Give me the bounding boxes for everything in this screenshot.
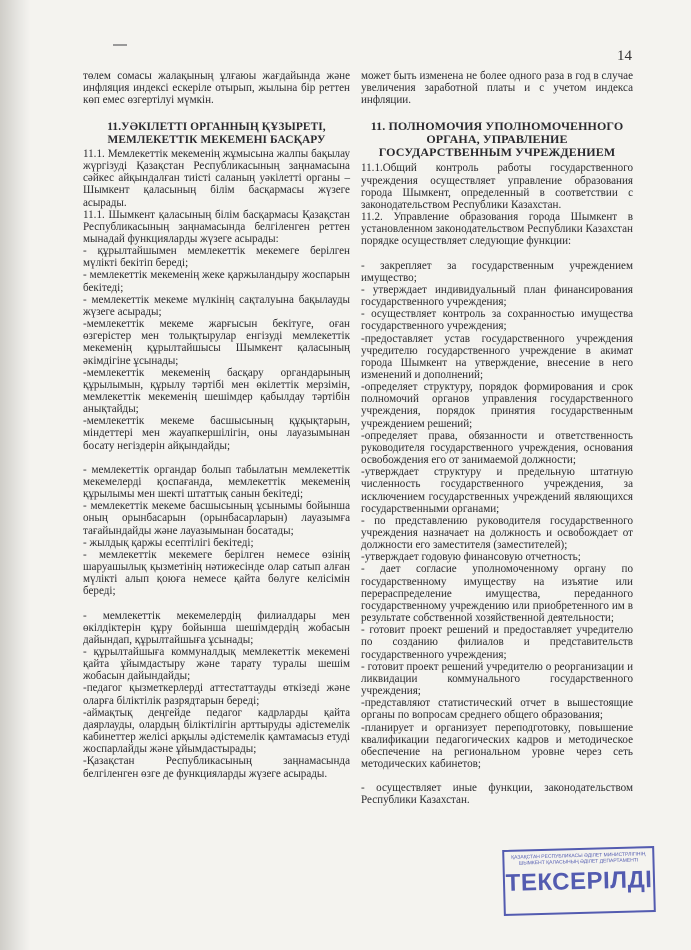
verification-stamp: [502, 846, 656, 916]
kazakh-paragraphs: [83, 148, 350, 780]
russian-paragraph: 11.2. Управление образования города Шымкент в установленном законодательством Республики Казахстан порядке осуществляет следующие функции:: [361, 211, 633, 248]
russian-paragraph: -определяет права, обязанности и ответственность руководителя государственного учреждения, основания освобождения его от занимаемой должности;: [361, 429, 633, 467]
russian-paragraph: -представляют статистический отчет в вышестоящие органы по вопросам среднего общего образования;: [361, 697, 633, 722]
russian-paragraph: - утверждает индивидуальный план финансирования государственного учреждения;: [361, 283, 633, 309]
russian-paragraph: -утверждает структуру и предельную штатную численность государственного учреждения, за исключением государственных учреждений являющихся государственными органами;: [361, 466, 633, 515]
russian-paragraph: - готовит проект решений учредителю о реорганизации и ликвидации коммунального государственного учреждения;: [361, 660, 633, 698]
blank-line: [83, 598, 350, 610]
kazakh-paragraph: - мемлекеттік мекеменің жеке қаржыландыру жоспарын бекітеді;: [83, 269, 350, 294]
blank-line: [83, 452, 350, 464]
russian-paragraph: - готовит проект решений и предоставляет учредителю по созданию филиалов и представительств государственного учреждения;: [361, 624, 633, 661]
kazakh-paragraph: -мемлекеттік мекеме жарғысын бекітуге, оған өзгерістер мен толықтырулар енгізуді мемлекеттік мекеменің құрылтайшысы Шымкент қаласының әкімдігіне ұсынады;: [83, 318, 350, 367]
kazakh-paragraph: - мемлекеттік мекеме мүлкінің сақталуына бақылауды жүзеге асырады;: [83, 293, 350, 318]
kazakh-paragraph: - мемлекеттік мекемелердің филиалдары мен өкілдіктерін құру бойынша шешімдердің жобасын дайындап, құрылтайшыға ұсынады;: [83, 609, 350, 646]
russian-paragraph: -определяет структуру, порядок формирования и срок полномочий органов управления государственного учреждения, порядок принятия государственным учреждением решений;: [361, 381, 633, 430]
stamp-header: ҚАЗАҚСТАН РЕСПУБЛИКАСЫ ӘДІЛЕТ МИНИСТРЛІГІНІҢ ШЫМКЕНТ ҚАЛАСЫНЫҢ ӘДІЛЕТ ДЕПАРТАМЕНТІ: [511, 851, 646, 867]
russian-intro: может быть изменена не более одного раза в год в случае увеличения заработной платы и с учетом индекса инфляции.: [361, 70, 633, 107]
kazakh-column: [83, 70, 350, 780]
kazakh-paragraph: - мемлекеттік мекеме басшысының ұсынымы бойынша оның орынбасарын (орынбасарларын) лауазымға тағайындайды және лауазымынан босатады;: [83, 500, 350, 537]
kazakh-paragraph: - құрылтайшымен мемлекеттік мекемеге берілген мүлікті бекітіп береді;: [83, 245, 350, 270]
kazakh-paragraph: -мемлекеттік мекеменің басқару органдарының құрылымын, құрылу тәртібі мен өкілеттік мерзімін, мемлекеттік мекеменің шешімдер қабылдау тәртібін анықтайды;: [83, 366, 350, 416]
russian-paragraph: - осуществляет иные функции, законодательством Республики Казахстан.: [361, 782, 633, 807]
kazakh-paragraph: -аймақтық деңгейде педагог кадрларды қайта даярлауды, олардың біліктілігін арттыруды әдістемелік кабинеттер желісі арқылы әдістемелік қамтамасыз етуді жоспарлайды және ұйымдастырады;: [83, 706, 350, 756]
kazakh-paragraph: -Қазақстан Республикасының заңнамасында белгіленген өзге де функцияларды жүзеге асырады.: [83, 755, 350, 780]
page-binding-edge: [0, 0, 30, 950]
page-number: 14: [617, 48, 632, 64]
stamp-word: ТЕКСЕРІЛДІ: [505, 866, 653, 897]
kazakh-paragraph: - мемлекеттік органдар болып табылатын мемлекеттік мекемелерді қоспағанда, мемлекеттік мекеменің құрылымы мен шекті штаттық санын бекітеді;: [83, 463, 350, 501]
russian-paragraph: - осуществляет контроль за сохранностью имущества государственного учреждения;: [361, 308, 633, 333]
scan-mark: [113, 44, 127, 46]
kazakh-paragraph: 11.1. Мемлекеттік мекеменің жұмысына жалпы бақылау жүргізуді Қазақстан Республикасының заңнамасына сәйкес айқындалған тиісті саланың уәкілетті органы – Шымкент қаласының білім басқармасы жүзеге асырады.: [83, 147, 350, 209]
russian-paragraphs: [361, 162, 633, 806]
russian-paragraph: -предоставляет устав государственного учреждения учредителю государственного учреждение в акимат города Шымкент на утверждение, внесение в него изменений и дополнений;: [361, 332, 633, 381]
kazakh-paragraph: 11.1. Шымкент қаласының білім басқармасы Қазақстан Республикасының заңнамасында белгіленген реттен мынадай функцияларды жүзеге асырады:: [83, 208, 350, 245]
russian-paragraph: -планирует и организует переподготовку, повышение квалификации педагогических кадров и методическое обеспечение на региональном уровне через сеть методических кабинетов;: [361, 721, 633, 770]
kazakh-paragraph: - мемлекеттік мекемеге берілген немесе өзінің шаруашылық қызметінің нәтижесінде олар сатып алған мүлікті алып қоюға немесе қайта бөлуге келісімін береді;: [83, 548, 350, 598]
russian-column: [361, 70, 633, 806]
kazakh-paragraph: - құрылтайшыға коммуналдық мемлекеттік мекемені қайта ұйымдастыру және тарату туралы шешім жобасын дайындайды;: [83, 645, 350, 683]
kazakh-section-heading: 11.УӘКІЛЕТТІ ОРГАННЫҢ ҚҰЗЫРЕТІ, МЕМЛЕКЕТТІК МЕКЕМЕНІ БАСҚАРУ: [107, 121, 326, 146]
russian-paragraph: - дает согласие уполномоченному органу по государственному имуществу на изъятие или перераспределение имущества, переданного государственному учреждению или приобретенного им в результате собственной хозяйственной деятельности;: [361, 563, 633, 625]
russian-paragraph: - закрепляет за государственным учреждением имущество;: [361, 259, 633, 284]
russian-paragraph: - по представлению руководителя государственного учреждения назначает на должность и освобождает от должности его заместителя (заместителей);: [361, 514, 633, 552]
russian-paragraph: -утверждает годовую финансовую отчетность;: [361, 551, 581, 564]
blank-line: [361, 248, 633, 260]
russian-paragraph: 11.1.Общий контроль работы государственного учреждения осуществляет управление образования города Шымкент, определенный в соответствии с законодательством Республики Казахстан.: [361, 162, 633, 211]
kazakh-paragraph: - жылдық қаржы есептілігі бекітеді;: [83, 536, 254, 549]
kazakh-paragraph: -мемлекеттік мекеме басшысының құқықтарын, міндеттері мен жауапкершілігін, оны лауазымынан босату негіздерін айқындайды;: [83, 415, 350, 452]
russian-section-heading: 11. ПОЛНОМОЧИЯ УПОЛНОМОЧЕННОГО ОРГАНА, УПРАВЛЕНИЕ ГОСУДАРСТВЕННЫМ УЧРЕЖДЕНИЕМ: [370, 119, 624, 160]
kazakh-paragraph: -педагог қызметкерлерді аттестаттауды өткізеді және оларға біліктілік разрядтарын береді;: [83, 682, 350, 707]
blank-line: [361, 770, 633, 782]
kazakh-intro: төлем сомасы жалақының ұлғаюы жағдайында және инфляция индексі ескеріле отырып, жылына бір реттен көп емес өзгертілуі мүмкін.: [83, 70, 350, 107]
